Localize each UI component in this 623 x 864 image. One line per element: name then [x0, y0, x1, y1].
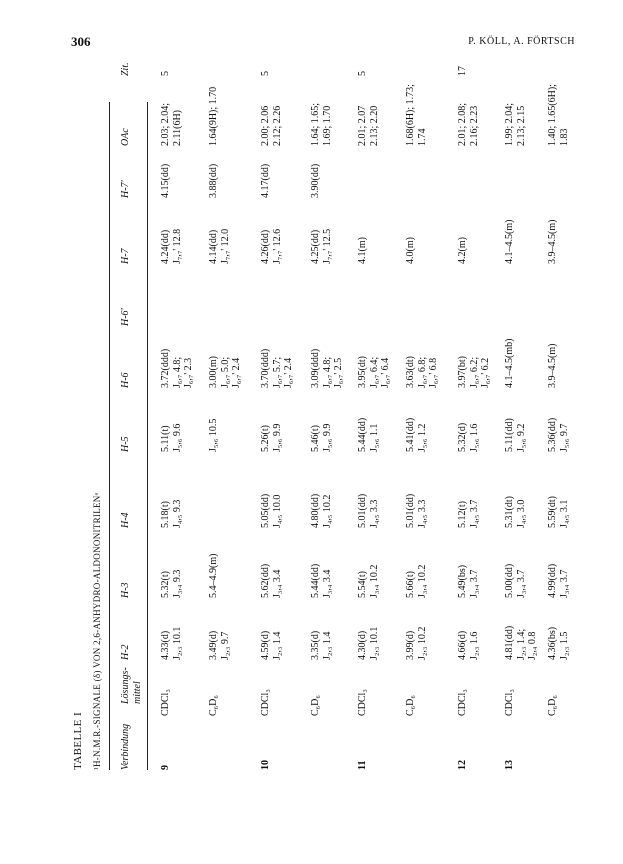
header-h4: H-4 — [120, 512, 131, 528]
header-ref: Zit. — [120, 62, 131, 76]
header-h7-prime: H-7' — [120, 180, 131, 198]
h4-cell: 5.01(dd) J₄,₅ 3.3 — [405, 493, 428, 528]
h4-cell: 5.59(dt) J₄,₅ 3.1 — [547, 496, 570, 528]
h2-cell: 4.59(d) J₂,₃ 1.4 — [260, 630, 283, 660]
oac-cell: 1.64; 1.65; 1.69; 1.70 — [310, 102, 333, 146]
ref-cell: 17 — [457, 66, 468, 76]
solvent-cell: C₆D₆ — [208, 695, 219, 716]
h5-cell: 5.36(dd) J₅,₆ 9.7 — [547, 417, 570, 452]
h2-cell: 3.99(d) J₂,₃ 10.2 — [405, 626, 428, 660]
h5-cell: 5.26(t) J₅,₆ 9.9 — [260, 423, 283, 452]
ref-cell: 5 — [357, 71, 368, 76]
h6-cell: 3.09(ddd) J₆,₇ 4.8; J₆,₇' 2.5 — [310, 348, 344, 388]
oac-cell: 2.01; 2.07 2.13; 2.20 — [357, 105, 380, 146]
h6-cell: 3.95(dt) J₆,₇ 6.4; J₆,₇' 6.4 — [357, 356, 391, 388]
h4-cell: 5.01(dd) J₄,₅ 3.3 — [357, 493, 380, 528]
table-label: TABELLE I — [72, 711, 84, 770]
oac-cell: 2.01; 2.08; 2.16; 2.23 — [457, 102, 480, 146]
h7-cell: 4.1(m) — [357, 237, 368, 264]
h6-cell: 3.70(ddd) J₆,₇ 5.7; J₆,₇' 2.4 — [260, 348, 294, 388]
h6-cell: 3.63(dt) J₆,₇ 6.8; J₆,₇' 6.8 — [405, 356, 439, 388]
h6-cell: 3.72(ddd) J₆,₇ 4.8; J₆,₇' 2.3 — [160, 348, 194, 388]
h3-cell: 5.54(t) J₃,₄ 10.2 — [357, 564, 380, 598]
compound-cell: 9 — [160, 765, 171, 770]
h2-cell: 4.36(bs) J₂,₃ 1.5 — [547, 626, 570, 660]
h2-cell: 3.49(d) J₂,₃ 9.7 — [208, 630, 231, 660]
h7-cell: 4.14(dd) J₇,₇' 12.0 — [208, 228, 231, 264]
solvent-cell: C₆D₆ — [547, 695, 558, 716]
h4-cell: 4.80(dd) J₄,₅ 10.2 — [310, 493, 333, 528]
solvent-cell: CDCl₃ — [357, 689, 368, 716]
compound-cell: 13 — [504, 760, 515, 770]
h7-cell: 4.1–4.5(m) — [504, 219, 515, 264]
h7-prime-cell: 3.90(dd) — [310, 163, 321, 198]
header-h6: H-6 — [120, 372, 131, 388]
h2-cell: 3.35(d) J₂,₃ 1.4 — [310, 630, 333, 660]
table-caption: ¹H-N.M.R.-SIGNALE (δ) VON 2,6-ANHYDRO-ALDONONITRILENᵃ — [92, 492, 102, 770]
h5-cell: 5.11(dd) J₅,₆ 9.2 — [504, 418, 527, 452]
h3-cell: 5.49(bs) J₃,₄ 3.7 — [457, 564, 480, 598]
rotated-table — [72, 62, 572, 770]
h4-cell: 5.31(dt) J₄,₅ 3.0 — [504, 496, 527, 528]
compound-cell: 12 — [457, 760, 468, 770]
h4-cell: 5.18(t) J₄,₅ 9.3 — [160, 499, 183, 528]
top-rule — [109, 102, 110, 770]
h3-cell: 5.62(dd) J₃,₄ 3.4 — [260, 563, 283, 598]
header-h3: H-3 — [120, 582, 131, 598]
running-head: P. KÖLL, A. FÖRTSCH — [468, 36, 575, 47]
header-h2: H-2 — [120, 644, 131, 660]
solvent-cell: C₆D₆ — [405, 695, 416, 716]
h2-cell: 4.81(dd) J₂,₃ 1.4; J₂,₄ 0.8 — [504, 625, 538, 660]
h2-cell: 4.66(d) J₂,₃ 1.6 — [457, 630, 480, 660]
solvent-cell: C₆D₆ — [310, 695, 321, 716]
oac-cell: 1.68(6H); 1.73; 1.74 — [405, 84, 428, 146]
h7-cell: 4.2(m) — [457, 237, 468, 264]
page-number: 306 — [71, 34, 91, 49]
oac-cell: 2.03; 2.04; 2.11(6H) — [160, 102, 183, 146]
h3-cell: 5.4–4.9(m) — [208, 553, 219, 598]
header-h5: H-5 — [120, 436, 131, 452]
h6-cell: 3.00(m) J₆,₇ 5.0; J₆,₇' 2.4 — [208, 356, 242, 388]
h7-cell: 4.0(m) — [405, 237, 416, 264]
h6-cell: 3.9–4.5(m) — [547, 343, 558, 388]
ref-cell: 5 — [160, 71, 171, 76]
oac-cell: 1.99; 2.04; 2.13; 2.15 — [504, 102, 527, 146]
h4-cell: 5.05(dd) J₄,₅ 10.0 — [260, 493, 283, 528]
solvent-cell: CDCl₃ — [260, 689, 271, 716]
header-verbindung: Verbindung — [120, 723, 131, 770]
h7-prime-cell: 4.17(dd) — [260, 163, 271, 198]
h5-cell: 5.44(dd) J₅,₆ 1.1 — [357, 417, 380, 452]
h7-cell: 4.24(dd) J₇,₇' 12.8 — [160, 228, 183, 264]
header-solvent: Lösungs- mittel — [120, 667, 143, 704]
h5-cell: 5.41(dd) J₅,₆ 1.2 — [405, 417, 428, 452]
header-rule — [147, 102, 148, 770]
h4-cell: 5.12(t) J₄,₅ 3.7 — [457, 499, 480, 528]
header-oac: OAc — [120, 128, 131, 146]
h3-cell: 5.00(dd) J₃,₄ 3.7 — [504, 563, 527, 598]
h7-prime-cell: 4.15(dd) — [160, 163, 171, 198]
compound-cell: 10 — [260, 760, 271, 770]
h3-cell: 5.44(dd) J₃,₄ 3.4 — [310, 563, 333, 598]
header-h7: H-7 — [120, 248, 131, 264]
h7-cell: 4.26(dd) J₇,₇' 12.6 — [260, 228, 283, 264]
h5-cell: J₅,₆ 10.5 — [208, 418, 219, 452]
h5-cell: 5.11(t) J₅,₆ 9.6 — [160, 423, 183, 452]
oac-cell: 2.00; 2.06 2.12; 2.26 — [260, 105, 283, 146]
solvent-cell: CDCl₃ — [457, 689, 468, 716]
h7-prime-cell: 3.88(dd) — [208, 163, 219, 198]
header-h6-prime: H-6' — [120, 308, 131, 326]
oac-cell: 1.64(9H); 1.70 — [208, 86, 219, 146]
h6-cell: 3.97(bt) J₆,₇ 6.2; J₆,₇' 6.2 — [457, 356, 491, 388]
solvent-cell: CDCl₃ — [504, 689, 515, 716]
oac-cell: 1.40; 1.65(6H); 1.83 — [547, 84, 570, 146]
ref-cell: 5 — [260, 71, 271, 76]
h2-cell: 4.33(d) J₂,₃ 10.1 — [160, 626, 183, 660]
solvent-cell: CDCl₃ — [160, 689, 171, 716]
h5-cell: 5.32(d) J₅,₆ 1.6 — [457, 422, 480, 452]
h6-cell: 4.1–4.5(mb) — [504, 338, 515, 388]
h5-cell: 5.46(t) J₅,₆ 9.9 — [310, 423, 333, 452]
h2-cell: 4.30(d) J₂,₃ 10.1 — [357, 626, 380, 660]
h7-cell: 4.25(dd) J₇,₇' 12.5 — [310, 228, 333, 264]
h3-cell: 5.32(t) J₃,₄ 9.3 — [160, 569, 183, 598]
h3-cell: 4.99(dd) J₃,₄ 3.7 — [547, 563, 570, 598]
h7-cell: 3.9–4.5(m) — [547, 219, 558, 264]
compound-cell: 11 — [357, 760, 368, 770]
h3-cell: 5.66(t) J₃,₄ 10.2 — [405, 564, 428, 598]
